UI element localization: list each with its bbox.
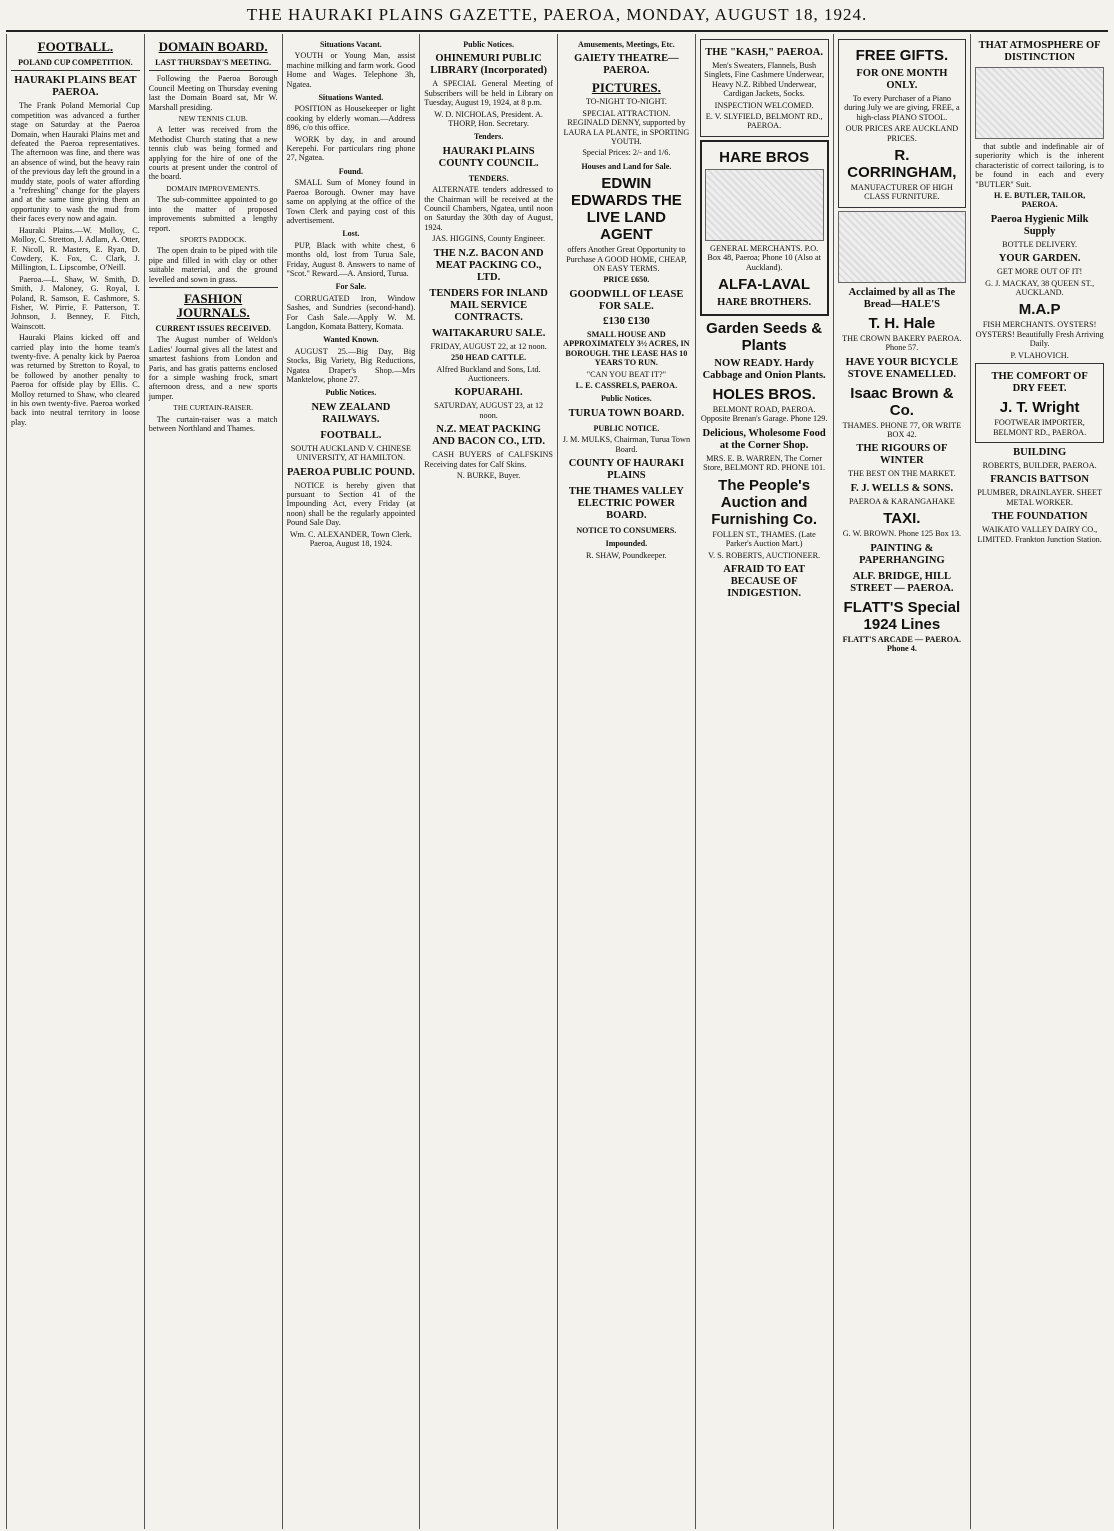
now-ready-heading: NOW READY. Hardy Cabbage and Onion Plants. xyxy=(702,358,826,382)
classified-ad: POSITION as Housekeeper or light cooking by elderly woman.—Address 896, c/o this office. xyxy=(286,104,416,133)
classified-ad: PUP, Black with white chest, 6 months old, lost from Turua Sale, Friday, August 8. Answers to name of "Scot." Reward.—A. Ansiord, Turua. xyxy=(286,240,416,278)
notice-text: A SPECIAL General Meeting of Subscribers will be held in Library on Tuesday, August 19, 1924, at 8 p.m. xyxy=(424,79,553,108)
advert-text: FISH MERCHANTS. OYSTERS! OYSTERS! Beautifully Fresh Arriving Daily. xyxy=(975,320,1104,349)
column-7 xyxy=(834,34,972,1529)
advert-signature: H. E. BUTLER, TAILOR, PAEROA. xyxy=(993,191,1086,210)
county-hauraki-heading: COUNTY OF HAURAKI PLAINS xyxy=(568,457,685,481)
free-gifts-heading: FREE GIFTS. xyxy=(855,47,949,64)
article-paragraph: The sub-committee appointed to go into the matter of proposed improvements submitted a lengthy report. xyxy=(148,195,278,233)
feature-attraction: SPECIAL ATTRACTION. REGINALD DENNY, supported by LAURA LA PLANTE, in SPORTING YOUTH. xyxy=(563,108,690,147)
milk-supply-heading: Paeroa Hygienic Milk Supply xyxy=(990,213,1089,237)
advert-text: MANUFACTURER OF HIGH CLASS FURNITURE. xyxy=(850,183,953,202)
mail-contracts-heading: TENDERS FOR INLAND MAIL SERVICE CONTRACTS. xyxy=(429,287,548,323)
impounded-heading: Impounded. xyxy=(605,539,648,549)
one-month-heading: FOR ONE MONTH ONLY. xyxy=(856,68,948,91)
lost-heading: Lost. xyxy=(342,229,360,239)
dry-feet-advert xyxy=(975,363,1104,443)
advert-text: OUR PRICES ARE AUCKLAND PRICES. xyxy=(845,124,959,143)
notice-text: CASH BUYERS of CALFSKINS Receiving dates for Calf Skins. xyxy=(424,450,553,469)
atmosphere-heading: THAT ATMOSPHERE OF DISTINCTION xyxy=(978,40,1101,63)
agent-signature: L. E. CASSRELS, PAEROA. xyxy=(575,380,678,390)
classified-ad: CORRUGATED Iron, Window Sashes, and Sundries (second-hand). For Cash Sale.—Apply W. M. Langdon, Komata Battery, Komata. xyxy=(286,293,416,331)
advert-text: that subtle and indefinable air of superiority which is the inherent characteristic of correct tailoring, is to be found in each and every "BUTLER" Suit. xyxy=(975,142,1104,189)
bakery-illustration xyxy=(838,211,967,283)
amusements-heading: Amusements, Meetings, Etc. xyxy=(578,40,675,49)
advert-text: GET MORE OUT OF IT! xyxy=(997,267,1083,277)
for-sale-heading: For Sale. xyxy=(335,282,367,292)
auctioneer-signature: Alfred Buckland and Sons, Ltd. Auctioneers. xyxy=(436,364,541,383)
notice-consumers-heading: NOTICE TO CONSUMERS. xyxy=(576,525,677,535)
column-6 xyxy=(696,34,834,1529)
advert-text: FOOTWEAR IMPORTER, BELMONT RD., PAEROA. xyxy=(993,418,1087,437)
situations-vacant-heading: Situations Vacant. xyxy=(319,40,382,49)
article-paragraph: The August number of Weldon's Ladies' Journal gives all the latest and smartest fashions from London and Paris, and has gratis patterns enclosed for a simple washing frock, smart afternoon dress, and a new sports jumper. xyxy=(148,335,278,401)
advert-signature: E. V. SLYFIELD, BELMONT RD., PAEROA. xyxy=(705,112,823,131)
sale-date: FRIDAY, AUGUST 22, at 12 noon. xyxy=(430,341,547,351)
advert-text: BOTTLE DELIVERY. xyxy=(1002,239,1078,249)
taxi-heading: TAXI. xyxy=(883,510,921,528)
football-heading: FOOTBALL. xyxy=(37,39,114,54)
wanted-known-heading: Wanted Known. xyxy=(323,335,379,345)
rigours-winter-heading: THE RIGOURS OF WINTER xyxy=(856,443,948,467)
goodwill-lease-heading: GOODWILL OF LEASE FOR SALE. xyxy=(569,288,684,312)
hales-bread-heading: Acclaimed by all as The Bread—HALE'S xyxy=(848,286,956,310)
building-heading: BUILDING xyxy=(1013,446,1067,458)
found-heading: Found. xyxy=(338,166,363,176)
improvements-subheading: DOMAIN IMPROVEMENTS. xyxy=(166,183,260,193)
tenders-subheading: TENDERS. xyxy=(468,173,509,183)
jt-wright-heading: J. T. Wright xyxy=(999,399,1080,417)
advert-signature: MRS. E. B. WARREN, The Corner Store, BELMONT RD. PHONE 101. xyxy=(703,453,826,473)
advert-signature: THE CROWN BAKERY PAEROA. Phone 57. xyxy=(842,333,962,353)
advert-signature: ROBERTS, BUILDER, PAEROA. xyxy=(982,460,1097,470)
advert-text: GENERAL MERCHANTS. P.O. Box 48, Paeroa; Phone 10 (Also at Auckland). xyxy=(707,243,821,272)
tennis-club-subheading: NEW TENNIS CLUB. xyxy=(178,114,248,124)
holes-bros-heading: HOLES BROS. xyxy=(712,386,816,404)
public-notices-heading: Public Notices. xyxy=(463,40,514,49)
newspaper-columns xyxy=(6,34,1108,1529)
your-garden-heading: YOUR GARDEN. xyxy=(998,253,1081,265)
tenders-heading: Tenders. xyxy=(473,132,504,142)
notice-text: ALTERNATE tenders addressed to the Chairman will be received at the Council Chambers, Ngatea, until noon on Saturday the 30th day of August, 1924. xyxy=(424,185,553,232)
peoples-auction-heading: The People's Auction and Furnishing Co. xyxy=(711,476,818,528)
masthead: THE HAURAKI PLAINS GAZETTE, PAEROA, MONDAY, AUGUST 18, 1924. xyxy=(6,0,1108,32)
gaiety-theatre-heading: GAIETY THEATRE—PAEROA. xyxy=(574,53,679,77)
tonight-banner: TO-NIGHT TO-NIGHT. xyxy=(585,97,667,107)
price: PRICE £650. xyxy=(603,275,650,285)
public-notices-heading: Public Notices. xyxy=(601,394,652,404)
notice-signature: W. D. NICHOLAS, President. A. THORP, Hon. Secretary. xyxy=(434,109,543,129)
painting-heading: PAINTING & PAPERHANGING xyxy=(859,542,945,566)
column-1 xyxy=(6,34,145,1529)
corner-shop-heading: Delicious, Wholesome Food at the Corner Shop. xyxy=(702,427,826,451)
notice-text: NOTICE is hereby given that pursuant to Section 41 of the Impounding Act, every Friday (at noon) shall be the regularly appointed Pound Sale Day. xyxy=(286,480,416,528)
bacon-company-heading: THE N.Z. BACON AND MEAT PACKING CO., LTD. xyxy=(433,247,544,283)
free-gifts-advert xyxy=(838,39,967,208)
th-hale-heading: T. H. Hale xyxy=(868,314,936,332)
current-issues-subheading: CURRENT ISSUES RECEIVED. xyxy=(155,323,271,333)
lease-description: SMALL HOUSE AND APPROXIMATELY 3½ ACRES, IN BOROUGH. THE LEASE HAS 10 YEARS TO RUN. xyxy=(563,329,690,368)
team-list-hauraki: Hauraki Plains.—W. Molloy, C. Molloy, C. Stretton, J. Adlam, A. Otter, F. Nicoll, R. Masters, E. Ryan, D. Cowdery, K. Fox, C. Clark, J. Millington, L. Lipscombe, O'Neill. xyxy=(11,225,140,273)
advert-text: PLUMBER, DRAINLAYER. SHEET METAL WORKER. xyxy=(977,488,1103,507)
power-board-heading: THE THAMES VALLEY ELECTRIC POWER BOARD. xyxy=(568,485,684,521)
advert-signature: V. S. ROBERTS, AUCTIONEER. xyxy=(708,550,821,560)
sale-date: SATURDAY, AUGUST 23, at 12 noon. xyxy=(434,401,544,420)
advert-text: PAEROA & KARANGAHAKE xyxy=(849,496,955,506)
divider xyxy=(149,287,278,288)
wells-sons-heading: F. J. WELLS & SONS. xyxy=(850,482,954,494)
football-heading: FOOTBALL. xyxy=(320,429,382,441)
houses-land-heading: Houses and Land for Sale. xyxy=(581,161,672,171)
turua-town-board-heading: TURUA TOWN BOARD. xyxy=(568,407,685,419)
classified-ad: SMALL Sum of Money found in Paeroa Borough. Owner may have same on applying at the office of the Town Clerk and paying cost of this advertisement. xyxy=(286,178,416,225)
public-notice-heading: PUBLIC NOTICE. xyxy=(593,423,660,433)
alf-bridge-heading: ALF. BRIDGE, HILL STREET — PAEROA. xyxy=(850,570,954,594)
situations-wanted-heading: Situations Wanted. xyxy=(318,93,384,103)
poland-cup-subheading: POLAND CUP COMPETITION. xyxy=(18,58,133,67)
advert-signature: G. J. MACKAY, 38 QUEEN ST., AUCKLAND. xyxy=(985,278,1095,298)
can-you-beat-it: "CAN YOU BEAT IT?" xyxy=(586,369,666,379)
notice-text: SOUTH AUCKLAND V. CHINESE UNIVERSITY, AT HAMILTON. xyxy=(290,443,411,463)
sports-paddock-subheading: SPORTS PADDOCK. xyxy=(179,234,247,244)
county-council-heading: HAURAKI PLAINS COUNTY COUNCIL. xyxy=(438,145,539,169)
advert-text: FOLLEN ST., THAMES. (Late Parker's Auction Mart.) xyxy=(712,529,816,549)
notice-signature: N. BURKE, Buyer. xyxy=(456,470,521,480)
kash-heading: THE "KASH," PAEROA. xyxy=(705,47,823,58)
advert-text: INSPECTION WELCOMED. xyxy=(714,100,814,110)
divider xyxy=(149,70,278,71)
pictures-heading: PICTURES. xyxy=(591,80,661,96)
notice-signature: J. M. MULKS, Chairman, Turua Town Board. xyxy=(562,435,691,454)
article-paragraph: The open drain to be piped with tile pipe and filled in with clay or other suitable material, and the ground levelled and sown in grass. xyxy=(148,246,278,284)
property-offer: offers Another Great Opportunity to Purchase A GOOD HOME, CHEAP, ON EASY TERMS. xyxy=(566,245,687,274)
team-list-paeroa: Paeroa.—L. Shaw, W. Smith, D. Smith, J. Maloney, G. Royal, I. Poland, R. Samson, E. Cashmore, S. Fisher, W. Pirrie, F. Patterson, T. Johnson, J. Benney, F. Fitch, Wainscott. xyxy=(11,274,140,331)
meeting-subheading: LAST THURSDAY'S MEETING. xyxy=(155,58,272,67)
domain-board-heading: DOMAIN BOARD. xyxy=(158,39,268,54)
advert-text: To every Purchaser of a Piano during July we are giving, FREE, a high-class PIANO STOOL. xyxy=(844,94,960,122)
public-pound-heading: PAEROA PUBLIC POUND. xyxy=(286,466,415,478)
article-paragraph: Hauraki Plains kicked off and carried play into the home team's twenty-five. A penalty kick by Paeroa was returned by Stretton to Royal, to be followed by another penalty to Paeroa for offside play by Ellis. C. Molloy returned to Shaw, who cleared in his own twenty-five. Paeroa worked back into neutral territory in loose play. xyxy=(11,333,140,427)
column-3 xyxy=(283,34,421,1529)
special-prices: Special Prices: 2/- and 1/6. xyxy=(582,148,671,158)
article-paragraph: The Frank Poland Memorial Cup competition was advanced a further stage on Saturday at the Paeroa Domain, when Hauraki Plains met and defeated the Paeroa representatives. The afternoon was fine, and there was an absence of wind, but the heavy rain of the previous day left the ground in a muddy state, pools of water affording a "refreshing" change for the players and at the same time giving them an opportunity to wash the mud from their faces every now and again. xyxy=(11,101,140,224)
advert-text: THAMES. PHONE 77, OR WRITE BOX 42. xyxy=(842,420,962,440)
notice-signature: JAS. HIGGINS, County Engineer. xyxy=(432,234,546,244)
article-paragraph: A letter was received from the Methodist Church stating that a new tennis club was being formed and applying for the hire of one of the courts at present under the control of the board. xyxy=(148,125,278,182)
hare-bros-heading: HARE BROS xyxy=(719,148,810,166)
hauraki-beat-paeroa-heading: HAURAKI PLAINS BEAT PAEROA. xyxy=(14,75,137,99)
classified-ad: WORK by day, in and around Kerepehi. For particulars ring phone 27, Ngatea. xyxy=(286,134,416,163)
edwin-edwards-heading: EDWIN EDWARDS THE LIVE LAND AGENT xyxy=(570,175,682,244)
foundation-heading: THE FOUNDATION xyxy=(991,511,1088,523)
francis-battson-heading: FRANCIS BATTSON xyxy=(990,474,1089,486)
alfa-laval-heading: ALFA-LAVAL xyxy=(718,276,811,294)
poundkeeper-signature: R. SHAW, Poundkeeper. xyxy=(586,550,667,560)
advert-text: BELMONT ROAD, PAEROA. Opposite Brenan's Garage. Phone 129. xyxy=(700,405,828,424)
column-8 xyxy=(971,34,1108,1529)
fashion-journals-heading: FASHION JOURNALS. xyxy=(176,290,250,320)
article-paragraph: The curtain-raiser was a match between Northland and Thames. xyxy=(148,414,278,433)
curtain-raiser-subheading: THE CURTAIN-RAISER. xyxy=(173,403,254,413)
sale-item: 250 HEAD CATTLE. xyxy=(451,353,527,363)
advert-signature: FLATT'S ARCADE — PAEROA. Phone 4. xyxy=(842,634,962,654)
hare-brothers-heading: HARE BROTHERS. xyxy=(717,297,812,309)
lease-price: £130 £130 xyxy=(603,314,650,327)
column-4 xyxy=(420,34,558,1529)
nz-railways-heading: NEW ZEALAND RAILWAYS. xyxy=(311,401,391,425)
library-heading: OHINEMURI PUBLIC LIBRARY (Incorporated) xyxy=(430,53,548,77)
hare-bros-advert xyxy=(700,140,829,316)
waitakaruru-sale-heading: WAITAKARURU SALE. xyxy=(431,327,546,339)
garden-seeds-heading: Garden Seeds & Plants xyxy=(706,320,823,355)
notice-signature: Wm. C. ALEXANDER, Town Clerk. Paeroa, August 18, 1924. xyxy=(289,529,412,549)
classified-ad: AUGUST 25.—Big Day, Big Stocks, Big Variety, Big Reductions, Ngatea Draper's Shop.—Mrs Manktelow, phone 27. xyxy=(286,346,416,384)
column-2 xyxy=(145,34,283,1529)
map-heading: M.A.P xyxy=(1018,301,1061,319)
isaac-brown-heading: Isaac Brown & Co. xyxy=(850,384,954,419)
classified-ad: YOUTH or Young Man, assist machine milking and farm work. Good Home and Wages. Telephone 3h, Ngatea. xyxy=(286,51,416,89)
bicycle-heading: HAVE YOUR BICYCLE STOVE ENAMELLED. xyxy=(845,356,959,380)
kopuarahi-heading: KOPUARAHI. xyxy=(454,387,523,399)
advert-text: THE BEST ON THE MARKET. xyxy=(848,469,956,479)
rabbits-illustration xyxy=(705,169,824,241)
flatts-heading: FLATT'S Special 1924 Lines xyxy=(843,598,961,633)
advert-signature: P. VLAHOVICH. xyxy=(1010,350,1069,360)
public-notices-heading: Public Notices. xyxy=(325,388,377,398)
tailor-illustration xyxy=(975,67,1104,139)
advert-signature: WAIKATO VALLEY DAIRY CO., LIMITED. Frankton Junction Station. xyxy=(977,525,1102,544)
column-5 xyxy=(558,34,696,1529)
advert-text: Men's Sweaters, Flannels, Bush Singlets, Fine Cashmere Underwear, Heavy N.Z. Ribbed Underwear, Cardigan Jackets, Socks. xyxy=(704,61,825,99)
corringham-heading: R. CORRINGHAM, xyxy=(847,147,957,182)
dry-feet-heading: THE COMFORT OF DRY FEET. xyxy=(991,371,1088,395)
indigestion-heading: AFRAID TO EAT BECAUSE OF INDIGESTION. xyxy=(723,563,805,599)
kash-advert xyxy=(700,39,829,137)
meat-packing-heading: N.Z. MEAT PACKING AND BACON CO., LTD. xyxy=(432,424,546,448)
divider xyxy=(11,70,140,71)
article-paragraph: Following the Paeroa Borough Council Meeting on Thursday evening last the Domain Board sat, Mr W. Marshall presiding. xyxy=(148,74,278,112)
advert-signature: G. W. BROWN. Phone 125 Box 13. xyxy=(842,529,962,539)
